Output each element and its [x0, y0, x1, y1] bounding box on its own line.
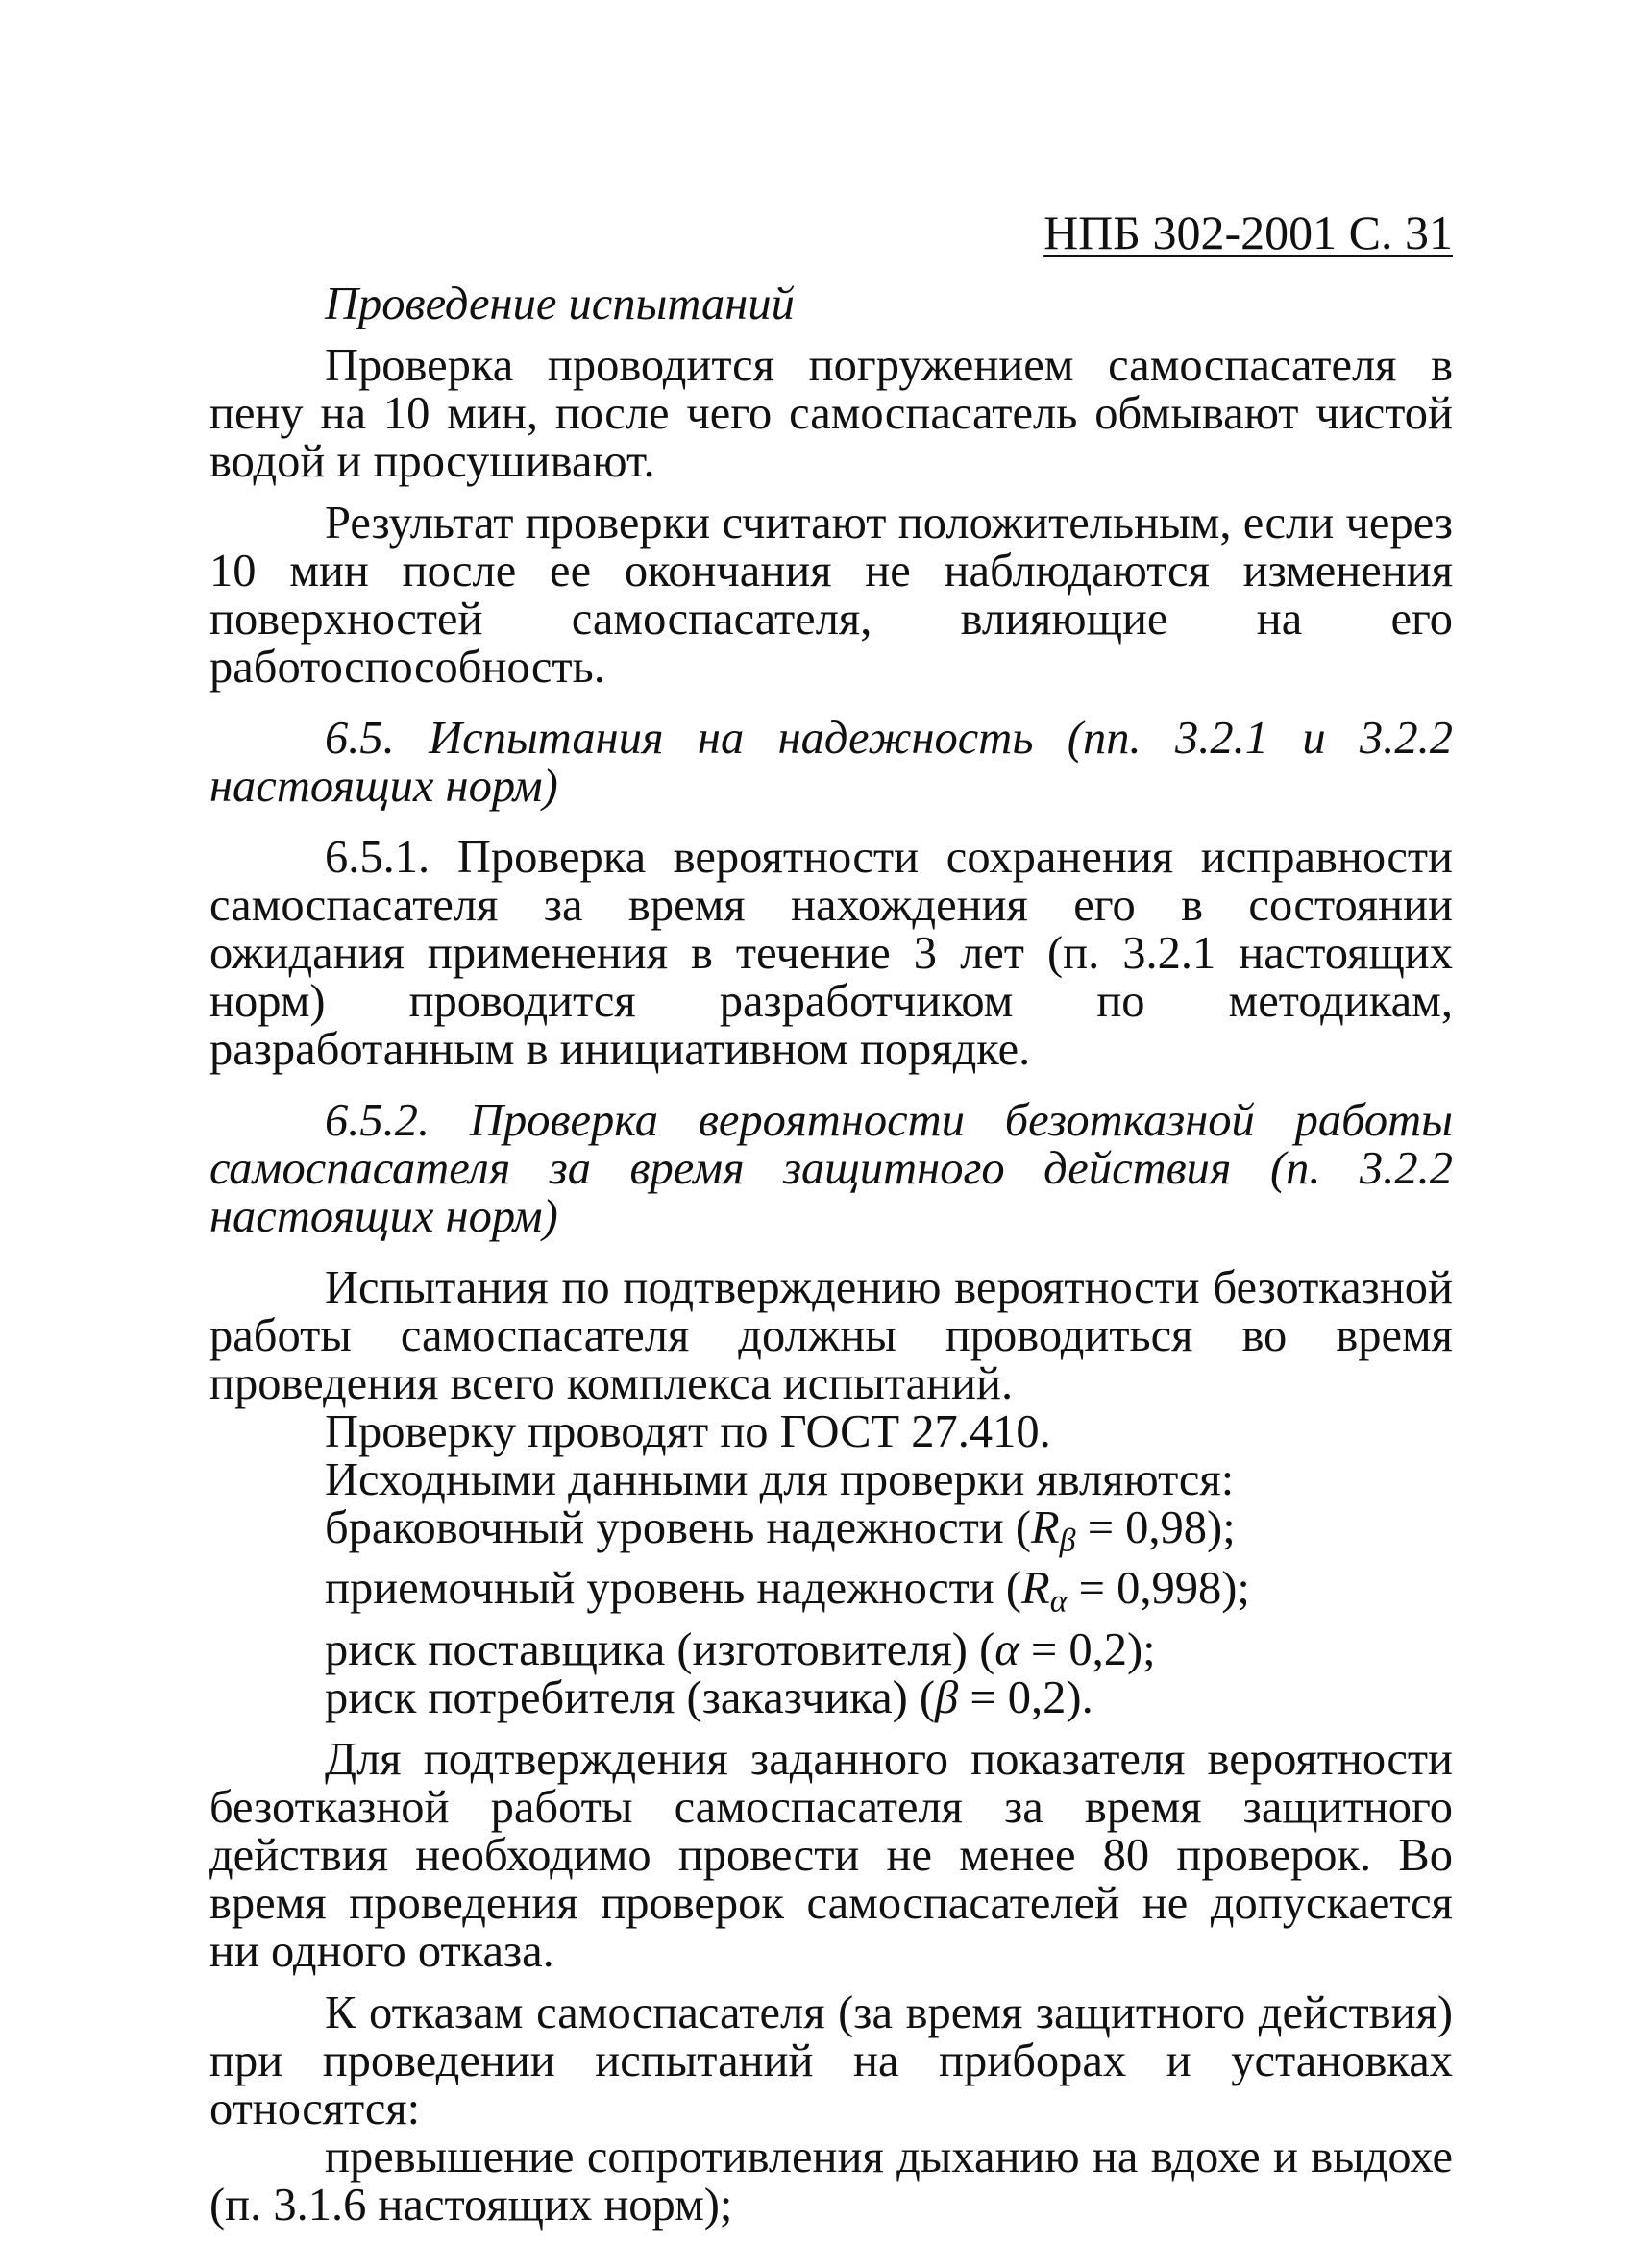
accept-level-label: приемочный уровень надежности ( — [325, 1563, 1022, 1615]
reject-level-subscript: β — [1059, 1523, 1076, 1559]
accept-level-value: = 0,998); — [1067, 1563, 1250, 1615]
paragraph-reliability-trials: Испытания по подтверждению вероятности безотказной работы самоспасателя должны проводиться во время проведения всего комплекса испытаний. — [209, 1262, 1453, 1409]
reject-level-label: браковочный уровень надежности ( — [325, 1502, 1032, 1553]
list-item-accept-level — [209, 1565, 1453, 1625]
reject-level-value: = 0,98); — [1075, 1502, 1236, 1553]
accept-level-symbol: R — [1021, 1563, 1050, 1615]
supplier-risk-symbol: α — [994, 1623, 1019, 1675]
section-heading-tests: Проведение испытаний — [325, 279, 795, 329]
list-item-consumer-risk — [209, 1671, 1453, 1723]
list-item-reject-level — [209, 1504, 1453, 1565]
heading-6-5-2: 6.5.2. Проверка вероятности безотказной работы самоспасателя за время защитного действия (п. 3.2.2 настоящих норм) — [209, 1095, 1453, 1242]
document-body — [209, 280, 1453, 2230]
paragraph-80-checks: Для подтверждения заданного показателя вероятности безотказной работы самоспасателя за время защитного действия необходимо провести не менее 80 проверок. Во время проведения проверок самоспасателей не допускается ни одного отказа. — [209, 1733, 1453, 1977]
paragraph-gost: Проверку проводят по ГОСТ 27.410. — [325, 1406, 1051, 1457]
paragraph-initial-data: Исходными данными для проверки являются: — [325, 1454, 1235, 1505]
paragraph-foam-test: Проверка проводится погружением самоспасателя в пену на 10 мин, после чего самоспасатель обмывают чистой водой и просушивают. — [209, 340, 1453, 487]
paragraph-breathing-resistance: превышение сопротивления дыханию на вдохе и выдохе (п. 3.1.6 настоящих норм); — [209, 2131, 1453, 2231]
list-item-supplier-risk — [209, 1623, 1453, 1675]
supplier-risk-label: риск поставщика (изготовителя) ( — [325, 1623, 995, 1675]
page-header-doc-ref: НПБ 302-2001 С. 31 — [1043, 206, 1453, 259]
paragraph-test-result: Результат проверки считают положительным, если через 10 мин после ее окончания не наблюдаются изменения поверхностей самоспасателя, влияющие на его работоспособность. — [209, 498, 1453, 693]
supplier-risk-value: = 0,2); — [1019, 1623, 1156, 1675]
consumer-risk-label: риск потребителя (заказчика) ( — [325, 1671, 936, 1723]
accept-level-subscript: α — [1049, 1583, 1068, 1620]
heading-6-5: 6.5. Испытания на надежность (пп. 3.2.1 и 3.2.2 настоящих норм) — [209, 713, 1453, 812]
paragraph-failures: К отказам самоспасателя (за время защитного действия) при проведении испытаний на приборах и установках относятся: — [209, 1987, 1453, 2134]
reject-level-symbol: R — [1031, 1502, 1060, 1553]
consumer-risk-symbol: β — [935, 1671, 959, 1723]
consumer-risk-value: = 0,2). — [958, 1671, 1093, 1723]
paragraph-6-5-1: 6.5.1. Проверка вероятности сохранения исправности самоспасателя за время нахождения его в состоянии ожидания применения в течение 3 лет (п. 3.2.1 настоящих норм) проводится разработчиком по методикам, разработанным в инициативном порядке. — [209, 832, 1453, 1075]
